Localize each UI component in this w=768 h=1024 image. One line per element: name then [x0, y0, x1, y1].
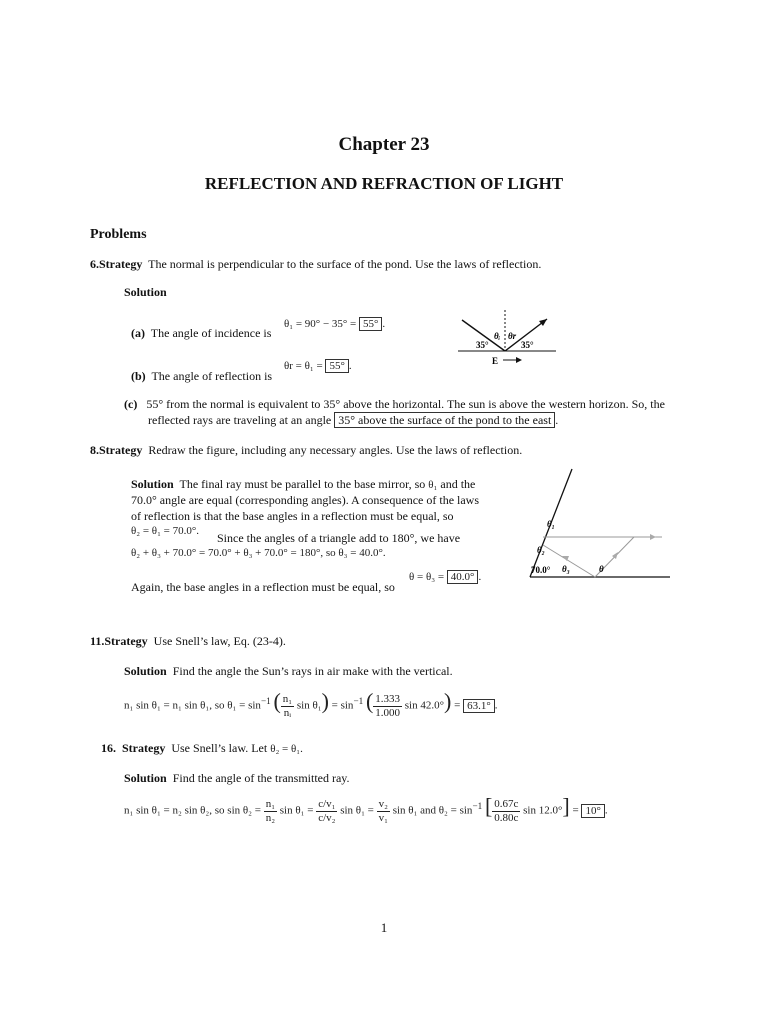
strategy-label: 11.Strategy [90, 634, 148, 648]
superscript: −1 [472, 801, 483, 811]
equation-part: sin 42.0° [404, 699, 445, 712]
p8-line2: 70.0° angle are equal (corresponding angles). A consequence of the laws [131, 493, 480, 507]
part-a [131, 326, 271, 341]
solution-text: Find the angle of the transmitted ray. [172, 771, 350, 785]
solution-label: Solution [124, 285, 167, 299]
denominator: v₁ [378, 811, 388, 824]
equation-part: sin θ₁ = [279, 804, 314, 817]
equation-part: sin 12.0° [523, 804, 563, 817]
fraction [264, 798, 277, 825]
denominator: 1.000 [375, 706, 401, 719]
problem-16-strategy [101, 741, 303, 756]
strategy-label: 8.Strategy [90, 443, 143, 457]
strategy-text: Use Snell’s law. Let [171, 741, 268, 755]
part-b [131, 369, 272, 384]
chapter-title: Chapter 23 [338, 134, 430, 155]
p16-equation: n₁ sin θ₁ = n₂ sin θ₂, so sin θ₂ = $\frac{\text{n₁}}{\text{n₂}}$ sin θ₁ = $\frac{\text{c/v₁}}{\text{c/v₂}}$ sin θ₁ = $\frac{\text{v₂}}{\text{v₁}}$ sin θ₁ and $\theta_2 = \sin^{-1}$ [ $\frac{0.67c}{0.80c}$ sin 12.0°] = 10° . [124, 793, 608, 824]
equation-part: n₁ sin θ₁ = n₁ sin θ₁, so θ₁ = sin [124, 699, 261, 712]
angle-right-label: 35° [521, 340, 534, 350]
equation: θ = θ₃ = [409, 571, 445, 583]
theta-symbol: θ₁ [428, 479, 438, 491]
solution-label: Solution [131, 477, 174, 491]
fraction [373, 693, 402, 720]
solution-label: Solution [124, 664, 167, 678]
superscript: −1 [260, 696, 271, 706]
numerator: c/v₁ [318, 797, 336, 810]
equation: θr = θ₁ = [284, 360, 323, 372]
part-b-equation: θr = θ₁ = 55° . [284, 360, 352, 372]
chapter-subtitle: REFLECTION AND REFRACTION OF LIGHT [204, 174, 564, 193]
answer-box: 35° above the surface of the pond to the east [334, 412, 555, 428]
part-label: (a) [131, 326, 145, 340]
strategy-text: Redraw the figure, including any necessary angles. Use the laws of reflection. [148, 443, 523, 457]
p8-line1 [131, 477, 475, 492]
angle-left-label: 35° [476, 340, 489, 350]
p16-solution [124, 771, 350, 786]
p11-equation: n₁ sin θ₁ = n₁ sin θ₁, so $\theta_1 = \sin^{-1}$ ( $\frac{\text{n₁}}{\text{nᵢ}}$ $\sin \theta_1) = \sin^{-1}$ ( $\frac{1.333}{1.000}$ sin 42.0°) = 63.1° . [124, 688, 498, 719]
fraction [281, 693, 294, 720]
answer-box: 55° [359, 317, 382, 331]
arrow-right-icon [516, 357, 522, 363]
numerator: 0.67c [494, 797, 519, 810]
denominator: c/v₂ [318, 811, 336, 824]
answer-box: 55° [325, 359, 348, 373]
p8-line5: Again, the base angles in a reflection must be equal, so [131, 580, 395, 594]
equation-part: sin θ₁ = [340, 804, 374, 817]
answer-box: 63.1° [463, 699, 495, 713]
theta1-label: θ₁ [547, 519, 555, 529]
part-text: reflected rays are traveling at an angle [148, 413, 332, 427]
part-a-equation: θ₁ = 90° − 35° = 55° . [284, 318, 386, 330]
theta2-label: θ₂ [537, 545, 545, 555]
ray-arrow-icon [650, 534, 656, 540]
page-number: 1 [380, 920, 388, 935]
strategy-equation: θ₂ = θ₁. [270, 743, 303, 755]
strategy-text: The normal is perpendicular to the surface of the pond. Use the laws of reflection. [148, 257, 542, 271]
fraction [316, 798, 337, 825]
reflection-diagram [452, 308, 562, 370]
answer-box: 10° [581, 804, 604, 818]
numerator: 1.333 [375, 692, 401, 705]
problem-11-strategy [90, 634, 286, 649]
theta3-label: θ₃ [562, 564, 570, 574]
strategy-label: 6.Strategy [90, 257, 143, 271]
equation: θ₁ = 90° − 35° = [284, 318, 357, 330]
solution-text: Find the angle the Sun’s rays in air make with the vertical. [172, 664, 453, 678]
east-label: E [492, 356, 499, 366]
solution-label: Solution [124, 771, 167, 785]
p11-solution [124, 664, 453, 679]
superscript: −1 [353, 696, 364, 706]
part-text: The angle of reflection is [151, 369, 273, 383]
equation-part: n₁ sin θ₁ = n₂ sin θ₂, so sin θ₂ = [124, 804, 261, 817]
equation-part: sin θ₁ [296, 699, 322, 712]
part-label: (b) [131, 369, 146, 383]
problem-6-strategy [90, 257, 541, 272]
strategy-text: Use Snell’s law, Eq. (23-4). [153, 634, 286, 648]
numerator: n₁ [265, 797, 276, 810]
part-text: 55° from the normal is equivalent to 35° above the horizontal. The sun is above the western horizon. So, the [146, 397, 665, 411]
answer-box: 40.0° [447, 570, 479, 584]
strategy-label: Strategy [122, 741, 166, 755]
fraction [377, 798, 390, 825]
denominator: 0.80c [494, 811, 519, 824]
part-text: The angle of incidence is [150, 326, 272, 340]
equation-part: = sin [331, 699, 354, 712]
part-label: (c) [124, 397, 138, 411]
equation-part: sin θ₁ and θ₂ = sin [392, 804, 473, 817]
p8-eq2: θ₂ + θ₃ + 70.0° = 70.0° + θ₃ + 70.0° = 180°, so θ₃ = 40.0°. [131, 547, 386, 559]
solution-text: The final ray must be parallel to the base mirror, so [179, 477, 426, 491]
part-c-line1 [124, 397, 665, 412]
numerator: v₂ [378, 797, 388, 810]
angle-label: 70.0° [531, 565, 551, 575]
part-c-line2: reflected rays are traveling at an angle 35° above the surface of the pond to the east . [148, 413, 559, 427]
p8-line4: Since the angles of a triangle add to 180°, we have [217, 531, 461, 545]
denominator: n₂ [265, 811, 276, 824]
p8-eq1: θ₂ = θ₁ = 70.0°. [131, 525, 200, 537]
solution-text: and the [440, 477, 476, 491]
p8-eq3: θ = θ₃ = 40.0° . [409, 571, 482, 583]
denominator: nᵢ [283, 706, 292, 719]
theta-label: θ [599, 564, 604, 574]
section-heading: Problems [90, 227, 147, 242]
p8-line3: of reflection is that the base angles in a reflection must be equal, so [131, 509, 454, 523]
problem-8-strategy [90, 443, 522, 458]
fraction [492, 798, 520, 825]
problem-number: 16. [101, 741, 116, 755]
theta-r-label: θr [508, 331, 517, 341]
theta-i-label: θᵢ [494, 331, 501, 341]
numerator: n₁ [282, 692, 293, 705]
mirror-triangle-diagram [522, 465, 672, 580]
